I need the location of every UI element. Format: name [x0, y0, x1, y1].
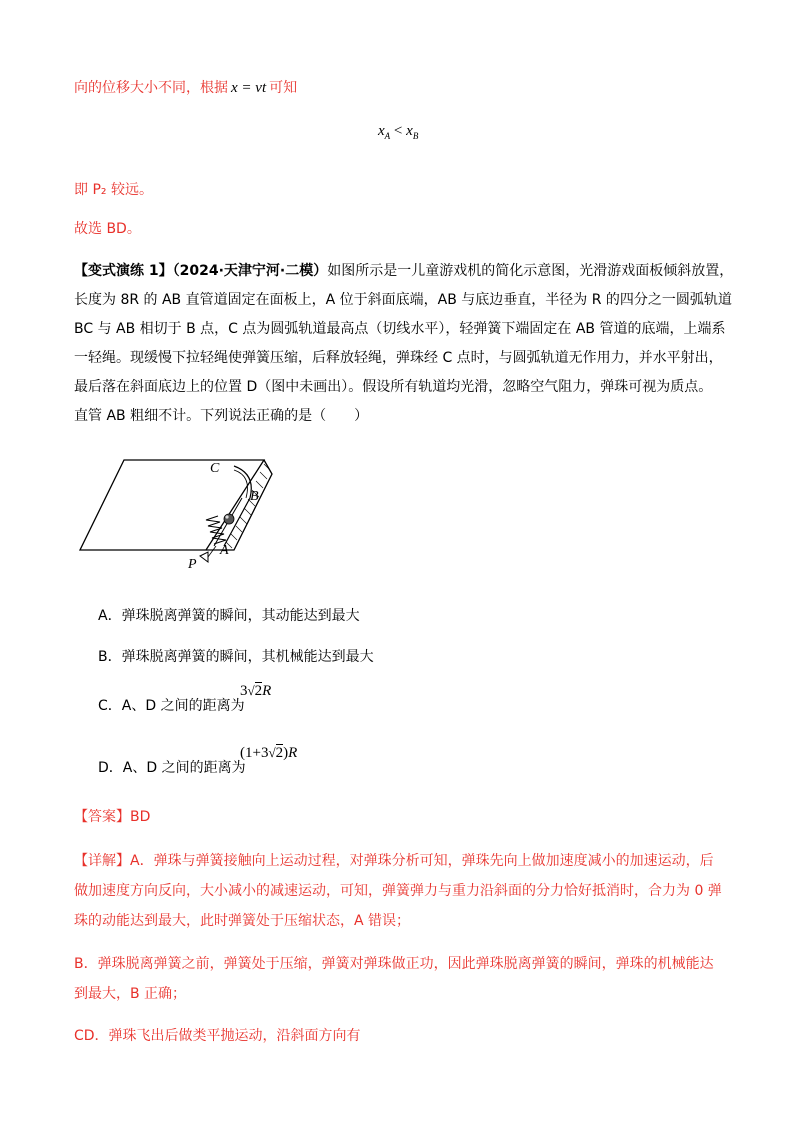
explanation-line-2: 做加速度方向反向，大小减小的减速运动，可知，弹簧弹力与重力沿斜面的分力恰好抵消时，合力为 0 弹 — [74, 883, 722, 899]
ineq-left: x — [378, 123, 385, 139]
intro-suffix: 可知 — [269, 80, 298, 96]
option-c-coef: 3 — [240, 683, 248, 699]
option-d-text: D．A、D 之间的距离为 — [98, 760, 246, 776]
option-b: B．弹珠脱离弹簧的瞬间，其机械能达到最大 — [98, 649, 374, 665]
answer-label: 【答案】BD — [74, 809, 151, 825]
option-d-open: (1+3 — [240, 745, 269, 761]
intro-prefix: 向的位移大小不同，根据 — [74, 80, 228, 96]
option-d — [98, 757, 246, 777]
question-text-1: 如图所示是一儿童游戏机的简化示意图，光滑游戏面板倾斜放置， — [327, 263, 734, 279]
ball — [224, 514, 234, 524]
explanation-line-6: CD．弹珠飞出后做类平抛运动，沿斜面方向有 — [74, 1028, 361, 1044]
ineq-op: < — [390, 123, 407, 139]
option-c-radicand: 2 — [254, 683, 263, 699]
answer-choice-line: 故选 BD。 — [74, 221, 141, 237]
p2-line: 即 P₂ 较远。 — [74, 182, 153, 198]
intro-line — [74, 78, 297, 98]
explanation-line-4: B．弹珠脱离弹簧之前，弹簧处于压缩，弹簧对弹珠做正功，因此弹珠脱离弹簧的瞬间，弹珠的机械能达 — [74, 956, 714, 972]
ineq-right-sub: B — [412, 131, 419, 142]
option-c-var: R — [262, 683, 272, 699]
label-B: B — [250, 489, 259, 504]
label-A: A — [220, 543, 229, 558]
question-line-5: 最后落在斜面底边上的位置 D（图中未画出）。假设所有轨道均光滑，忽略空气阻力，弹珠可视为质点。 — [74, 379, 713, 395]
question-line-1 — [74, 257, 733, 286]
pull-handle — [200, 552, 208, 562]
ineq-left-sub: A — [384, 131, 391, 142]
question-label: 【变式演练 1】 — [74, 263, 173, 279]
option-d-radicand: 2 — [275, 745, 284, 761]
inequality — [378, 120, 418, 141]
option-c — [98, 695, 245, 715]
question-line-2: 长度为 8R 的 AB 直管道固定在面板上，A 位于斜面底端，AB 与底边垂直，半径为 R 的四分之一圆弧轨道 — [74, 292, 732, 308]
ineq-right: x — [406, 123, 413, 139]
explanation-line-1: 【详解】A．弹珠与弹簧接触向上运动过程，对弹珠分析可知，弹珠先向上做加速度减小的加速运动，后 — [74, 853, 714, 869]
label-P: P — [188, 557, 197, 572]
game-board-figure — [74, 452, 284, 577]
explanation-line-5: 到最大，B 正确； — [74, 986, 187, 1002]
option-d-formula: (1+3√2)R — [240, 745, 298, 761]
label-C: C — [210, 461, 220, 476]
option-a: A．弹珠脱离弹簧的瞬间，其动能达到最大 — [98, 608, 360, 624]
question-line-4: 一轻绳。现缓慢下拉轻绳使弹簧压缩，后释放轻绳，弹珠经 C 点时，与圆弧轨道无作用力，并水平射出， — [74, 350, 723, 366]
formula-x-vt: x = vt — [231, 80, 267, 96]
question-line-3: BC 与 AB 相切于 B 点，C 点为圆弧轨道最高点（切线水平），轻弹簧下端固定在 AB 管道的底端，上端系 — [74, 321, 726, 337]
option-c-formula: 3√2R — [240, 683, 272, 699]
pull-rope — [208, 546, 216, 557]
board-outline — [80, 460, 264, 550]
option-d-var: R — [288, 745, 298, 761]
explanation-line-3: 珠的动能达到最大，此时弹簧处于压缩状态，A 错误； — [74, 913, 411, 929]
arc-track-inner — [234, 470, 248, 498]
option-c-text: C．A、D 之间的距离为 — [98, 698, 245, 714]
question-source: （2024·天津宁河·二模） — [172, 263, 328, 279]
option-d-close: ) — [283, 745, 289, 761]
question-line-6: 直管 AB 粗细不计。下列说法正确的是（ ） — [74, 408, 369, 424]
